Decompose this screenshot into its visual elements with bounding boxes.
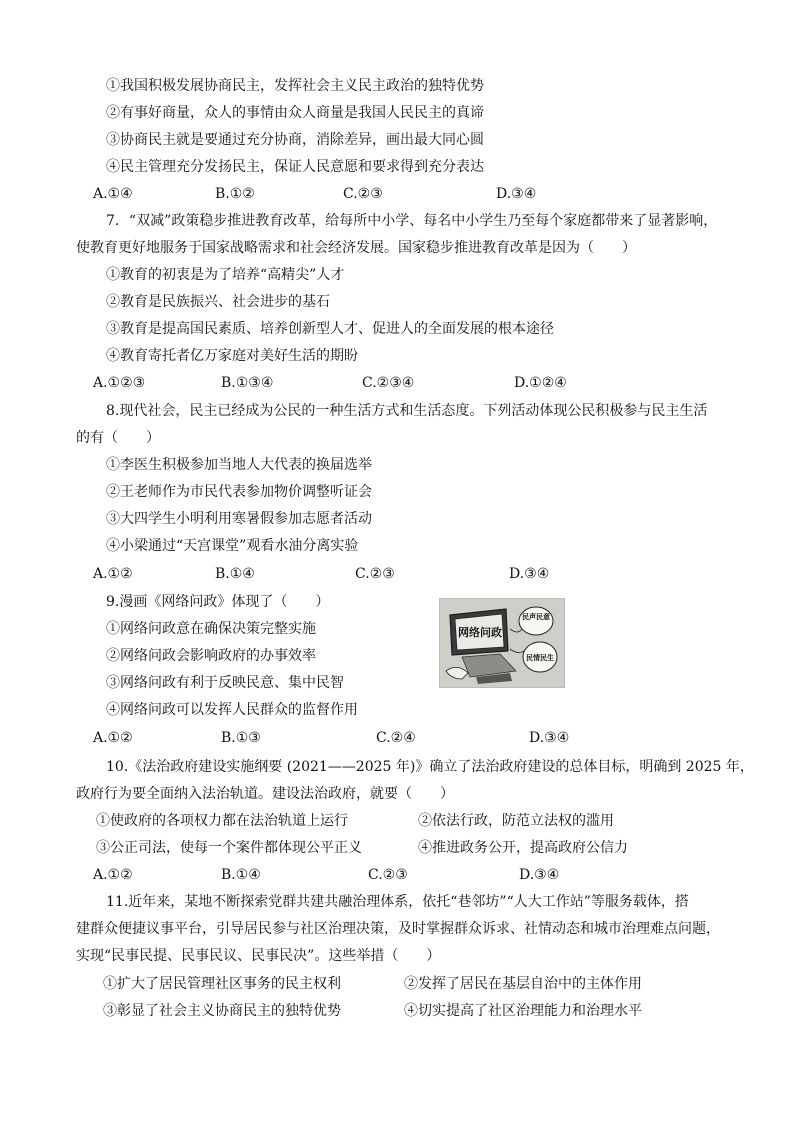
cartoon-bubble-2-text <box>526 653 554 662</box>
q11-item-1: ①扩大了居民管理社区事务的民主权利 <box>103 976 341 992</box>
q7-option-c[interactable]: C.②③④ <box>362 375 415 391</box>
q10-option-c[interactable]: C.②③ <box>368 867 408 883</box>
q9-option-a[interactable]: A.①② <box>93 730 133 746</box>
cartoon-bubble-1-text <box>522 612 550 621</box>
q7-item-4: ④教育寄托者亿万家庭对美好生活的期盼 <box>106 348 358 364</box>
q9-option-d[interactable]: D.③④ <box>529 730 570 746</box>
q7-option-b[interactable]: B.①③④ <box>221 375 274 391</box>
q10-item-2: ②依法行政，防范立法权的滥用 <box>418 813 614 829</box>
q8-option-d[interactable]: D.③④ <box>509 566 550 582</box>
cartoon-illustration <box>440 599 564 687</box>
q7-option-d[interactable]: D.①②④ <box>514 375 567 391</box>
cartoon-bubble-1: 民声民意 <box>522 613 550 621</box>
q11-item-2: ②发挥了居民在基层自治中的主体作用 <box>404 976 642 992</box>
q10-option-d[interactable]: D.③④ <box>519 867 560 883</box>
q9-options <box>0 728 793 748</box>
cartoon-screen-text: 网络问政 <box>458 626 502 639</box>
q10-option-a[interactable]: A.①② <box>93 867 133 883</box>
cartoon-bubble-2: 民情民生 <box>526 654 554 662</box>
q6-option-b[interactable]: B.①② <box>215 186 255 202</box>
q11-stem-line-3: 实现“民事民提、民事民议、民事民决”。这些举措（ ） <box>76 948 441 964</box>
q8-option-b[interactable]: B.①④ <box>215 566 255 582</box>
cartoon-image <box>439 598 565 688</box>
q6-item-3: ③协商民主就是要通过充分协商，消除差异，画出最大同心圆 <box>106 132 484 148</box>
q8-stem-line-1: 8.现代社会，民主已经成为公民的一种生活方式和生活态度。下列活动体现公民积极参与民主生活 <box>106 403 708 419</box>
q6-item-4: ④民主管理充分发扬民主，保证人民意愿和要求得到充分表达 <box>106 159 484 175</box>
q7-item-1: ①教育的初衷是为了培养“高精尖”人才 <box>106 267 345 283</box>
q6-item-1: ①我国积极发展协商民主，发挥社会主义民主政治的独特优势 <box>106 78 484 94</box>
q7-item-3: ③教育是提高国民素质、培养创新型人才、促进人的全面发展的根本途径 <box>106 321 554 337</box>
q8-item-1: ①李医生积极参加当地人大代表的换届选举 <box>106 457 372 473</box>
q7-stem-line-1: 7．“双减”政策稳步推进教育改革，给每所中小学、每名中小学生乃至每个家庭都带来了显著影响， <box>106 213 718 229</box>
q7-item-2: ②教育是民族振兴、社会进步的基石 <box>106 294 330 310</box>
q8-option-a[interactable]: A.①② <box>93 566 133 582</box>
q6-options <box>0 184 793 204</box>
q9-item-4: ④网络问政可以发挥人民群众的监督作用 <box>106 702 358 718</box>
q8-item-3: ③大四学生小明利用寒暑假参加志愿者活动 <box>106 511 372 527</box>
q6-option-a[interactable]: A.①④ <box>93 186 133 202</box>
q8-stem-line-2: 的有（ ） <box>76 430 160 446</box>
q10-item-4: ④推进政务公开，提高政府公信力 <box>418 840 628 856</box>
q9-item-1: ①网络问政意在确保决策完整实施 <box>106 621 316 637</box>
q9-item-2: ②网络问政会影响政府的办事效率 <box>106 648 316 664</box>
q9-option-b[interactable]: B.①③ <box>221 730 261 746</box>
q6-option-d[interactable]: D.③④ <box>496 186 537 202</box>
q9-option-c[interactable]: C.②④ <box>376 730 416 746</box>
q8-item-2: ②王老师作为市民代表参加物价调整听证会 <box>106 484 372 500</box>
q11-item-3: ③彰显了社会主义协商民主的独特优势 <box>103 1003 341 1019</box>
q10-item-3: ③公正司法，使每一个案件都体现公平正义 <box>96 840 362 856</box>
q10-stem-line-2: 政府行为要全面纳入法治轨道。建设法治政府，就要（ ） <box>76 786 454 802</box>
q11-stem-line-1: 11.近年来，某地不断探索党群共建共融治理体系，依托“巷邻坊”“人大工作站”等服务载体，搭 <box>106 894 689 910</box>
q10-stem-line-1: 10.《法治政府建设实施纲要 (2021——2025 年)》确立了法治政府建设的总体目标，明确到 2025 年， <box>106 759 754 775</box>
q8-item-4: ④小梁通过“天宫课堂”观看水油分离实验 <box>106 538 359 554</box>
q6-item-2: ②有事好商量，众人的事情由众人商量是我国人民民主的真谛 <box>106 105 484 121</box>
q6-option-c[interactable]: C.②③ <box>343 186 383 202</box>
q10-options <box>0 865 793 885</box>
q7-options <box>0 373 793 393</box>
q11-item-4: ④切实提高了社区治理能力和治理水平 <box>404 1003 642 1019</box>
q9-item-3: ③网络问政有利于反映民意、集中民智 <box>106 675 344 691</box>
q8-option-c[interactable]: C.②③ <box>355 566 395 582</box>
q8-options <box>0 564 793 584</box>
q7-option-a[interactable]: A.①②③ <box>93 375 146 391</box>
q11-stem-line-2: 建群众便捷议事平台，引导居民参与社区治理决策，及时掌握群众诉求、社情动态和城市治理难点问题， <box>76 921 720 937</box>
q10-option-b[interactable]: B.①④ <box>221 867 261 883</box>
q10-item-1: ①使政府的各项权力都在法治轨道上运行 <box>96 813 348 829</box>
q7-stem-line-2: 使教育更好地服务于国家战略需求和社会经济发展。国家稳步推进教育改革是因为（ ） <box>76 240 636 256</box>
q9-stem: 9.漫画《网络问政》体现了（ ） <box>106 594 330 610</box>
